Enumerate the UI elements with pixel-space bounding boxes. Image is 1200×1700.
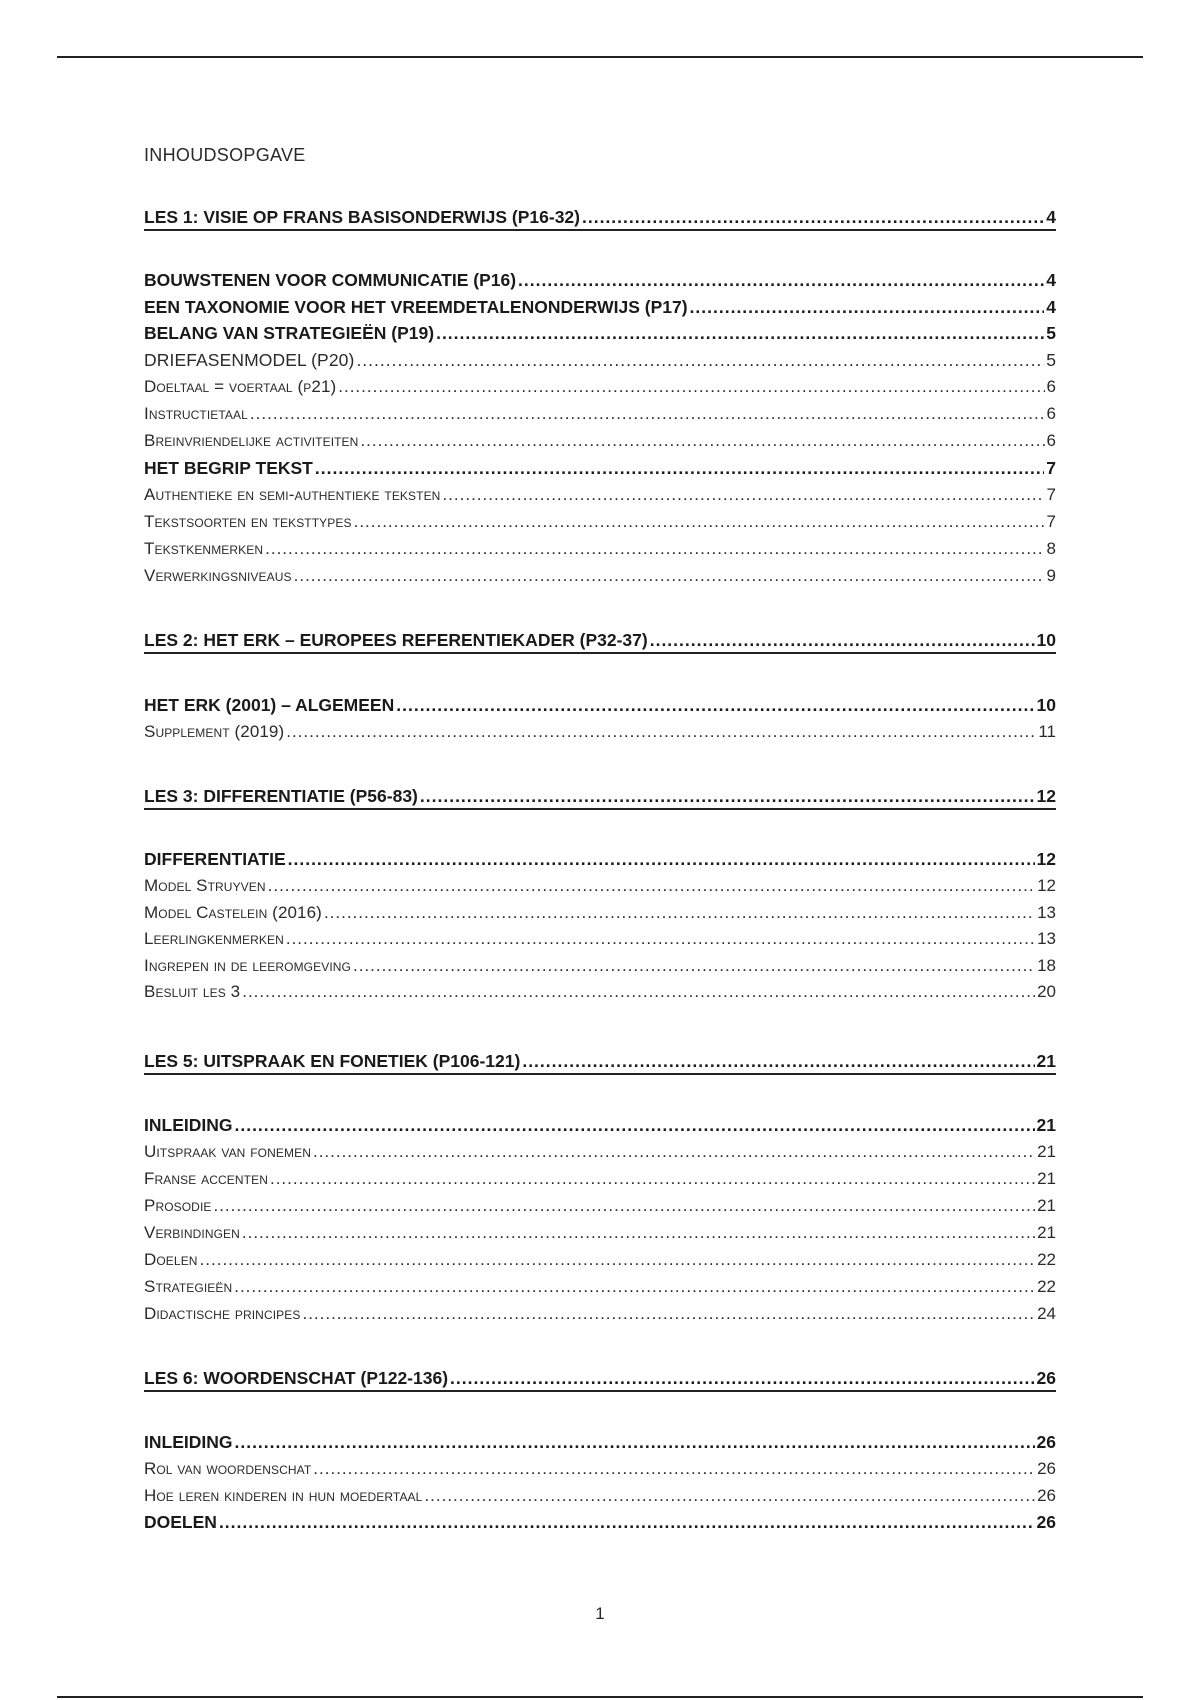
toc-entry-page: 10 — [1036, 630, 1056, 650]
toc-entry-label: Rol van woordenschat — [144, 1459, 312, 1478]
toc-entry-page: 9 — [1046, 566, 1056, 585]
leader-dots — [213, 1196, 1035, 1216]
toc-entry-page: 12 — [1037, 876, 1056, 895]
toc-entry-label: Verbindingen — [144, 1223, 240, 1242]
toc-entry-authentieke[interactable] — [144, 485, 1056, 505]
toc-entry-page: 12 — [1036, 786, 1056, 806]
toc-entry-instructietaal[interactable] — [144, 404, 1056, 424]
leader-dots — [288, 849, 1035, 870]
toc-entry-page: 13 — [1037, 903, 1056, 922]
leader-dots — [250, 404, 1045, 424]
toc-entry-inleiding-les6[interactable] — [144, 1432, 1056, 1453]
toc-entry-label: INLEIDING — [144, 1432, 233, 1452]
toc-entry-page: 24 — [1037, 1304, 1056, 1323]
toc-entry-label: Besluit les 3 — [144, 982, 241, 1001]
toc-entry-label: Tekstkenmerken — [144, 539, 264, 558]
toc-entry-strategieen-les5[interactable] — [144, 1277, 1056, 1297]
toc-entry-leerlingkenmerken[interactable] — [144, 929, 1056, 949]
toc-entry-page: 26 — [1036, 1512, 1056, 1532]
toc-entry-didactische-principes[interactable] — [144, 1304, 1056, 1324]
toc-entry-les3[interactable] — [144, 786, 1056, 810]
leader-dots — [396, 695, 1034, 716]
toc-entry-differentiatie[interactable] — [144, 849, 1056, 870]
toc-entry-label: HET BEGRIP TEKST — [144, 458, 313, 478]
leader-dots — [313, 1142, 1035, 1162]
toc-entry-les1[interactable] — [144, 207, 1056, 231]
header-rule — [57, 56, 1143, 58]
leader-dots — [518, 270, 1044, 291]
toc-entry-label: Didactische principes — [144, 1304, 301, 1323]
leader-dots — [265, 539, 1044, 559]
leader-dots — [313, 1459, 1035, 1479]
toc-entry-label: INLEIDING — [144, 1115, 233, 1135]
toc-entry-page: 21 — [1037, 1223, 1056, 1242]
toc-entry-page: 26 — [1037, 1459, 1056, 1478]
leader-dots — [522, 1051, 1034, 1072]
toc-entry-page: 5 — [1046, 350, 1056, 370]
leader-dots — [353, 956, 1035, 976]
leader-dots — [354, 512, 1045, 532]
toc-entry-page: 5 — [1046, 323, 1056, 343]
leader-dots — [234, 1277, 1035, 1297]
toc-entry-breinvriendelijk[interactable] — [144, 431, 1056, 451]
leader-dots — [650, 630, 1035, 651]
toc-entry-model-castelein[interactable] — [144, 903, 1056, 923]
toc-entry-page: 21 — [1036, 1051, 1056, 1071]
toc-entry-page: 8 — [1046, 539, 1056, 558]
toc-entry-besluit-les3[interactable] — [144, 982, 1056, 1002]
leader-dots — [242, 1223, 1035, 1243]
toc-entry-page: 6 — [1046, 404, 1056, 423]
leader-dots — [270, 1169, 1035, 1189]
toc-entry-page: 20 — [1037, 982, 1056, 1001]
toc-entry-page: 6 — [1046, 377, 1056, 396]
toc-entry-page: 10 — [1036, 695, 1056, 715]
toc-entry-page: 6 — [1046, 431, 1056, 450]
toc-entry-label: Leerlingkenmerken — [144, 929, 284, 948]
toc-entry-label: BELANG VAN STRATEGIEËN (P19) — [144, 323, 435, 343]
toc-entry-verwerkingsniveaus[interactable] — [144, 566, 1056, 586]
leader-dots — [286, 929, 1035, 949]
toc-entry-label: Model Struyven — [144, 876, 266, 895]
toc-entry-label: Franse accenten — [144, 1169, 268, 1188]
toc-entry-doelen-les5[interactable] — [144, 1250, 1056, 1270]
toc-entry-label: Breinvriendelijke activiteiten — [144, 431, 359, 450]
toc-entry-model-struyven[interactable] — [144, 876, 1056, 896]
toc-entry-page: 22 — [1037, 1250, 1056, 1269]
toc-entry-label: EEN TAXONOMIE VOOR HET VREEMDETALENONDERWIJS (P17) — [144, 297, 688, 317]
toc-title: INHOUDSOPGAVE — [144, 145, 306, 165]
toc-entry-label: Instructietaal — [144, 404, 248, 423]
toc-entry-hoe-leren-kinderen[interactable] — [144, 1486, 1056, 1506]
leader-dots — [420, 786, 1035, 807]
leader-dots — [302, 1304, 1035, 1324]
toc-entry-page: 21 — [1037, 1196, 1056, 1215]
toc-entry-tekstsoorten[interactable] — [144, 512, 1056, 532]
toc-entry-label: Hoe leren kinderen in hun moedertaal — [144, 1486, 423, 1505]
toc-entry-les6[interactable] — [144, 1368, 1056, 1392]
toc-entry-begrip-tekst[interactable] — [144, 458, 1056, 479]
toc-entry-label: Doeltaal = voertaal (p21) — [144, 377, 337, 396]
toc-entry-label: Uitspraak van fonemen — [144, 1142, 311, 1161]
toc-entry-les2[interactable] — [144, 630, 1056, 654]
toc-entry-label: Prosodie — [144, 1196, 212, 1215]
toc-entry-erk-algemeen[interactable] — [144, 695, 1056, 716]
leader-dots — [436, 323, 1044, 344]
toc-entry-page: 4 — [1046, 297, 1056, 317]
toc-entry-page: 26 — [1036, 1368, 1056, 1388]
leader-dots — [294, 566, 1045, 586]
leader-dots — [442, 485, 1044, 505]
toc-entry-page: 11 — [1038, 722, 1056, 741]
toc-entry-driefasenmodel[interactable] — [144, 350, 1056, 371]
toc-entry-bouwstenen[interactable] — [144, 270, 1056, 291]
toc-entry-verbindingen[interactable] — [144, 1223, 1056, 1243]
toc-entry-doelen-les6[interactable] — [144, 1512, 1056, 1533]
toc-entry-label: LES 6: WOORDENSCHAT (P122-136) — [144, 1368, 449, 1388]
toc-entry-prosodie[interactable] — [144, 1196, 1056, 1216]
toc-entry-uitspraak-fonemen[interactable] — [144, 1142, 1056, 1162]
toc-entry-label: Doelen — [144, 1250, 198, 1269]
leader-dots — [424, 1486, 1035, 1506]
toc-entry-label: LES 3: DIFFERENTIATIE (P56-83) — [144, 786, 418, 806]
leader-dots — [234, 1115, 1034, 1136]
toc-entry-page: 26 — [1037, 1486, 1056, 1505]
toc-entry-les5[interactable] — [144, 1051, 1056, 1075]
leader-dots — [268, 876, 1035, 896]
toc-entry-doeltaal[interactable] — [144, 377, 1056, 397]
toc-entry-franse-accenten[interactable] — [144, 1169, 1056, 1189]
toc-entry-label: Supplement (2019) — [144, 722, 285, 741]
leader-dots — [338, 377, 1044, 397]
toc-entry-label: DRIEFASENMODEL (P20) — [144, 350, 355, 370]
toc-entry-page: 21 — [1037, 1169, 1056, 1188]
toc-entry-page: 18 — [1037, 956, 1056, 975]
toc-entry-page: 13 — [1037, 929, 1056, 948]
toc-entry-inleiding-les5[interactable] — [144, 1115, 1056, 1136]
leader-dots — [286, 722, 1036, 742]
toc-entry-label: Verwerkingsniveaus — [144, 566, 292, 585]
leader-dots — [219, 1512, 1035, 1533]
toc-entry-supplement[interactable] — [144, 722, 1056, 742]
toc-entry-label: HET ERK (2001) – ALGEMEEN — [144, 695, 395, 715]
toc-entry-page: 7 — [1046, 485, 1056, 504]
toc-entry-strategieen[interactable] — [144, 323, 1056, 344]
toc-entry-page: 7 — [1046, 512, 1056, 531]
leader-dots — [450, 1368, 1034, 1389]
toc-entry-ingrepen[interactable] — [144, 956, 1056, 976]
toc-entry-label: Strategieën — [144, 1277, 233, 1296]
footer-rule — [57, 1696, 1143, 1698]
leader-dots — [582, 207, 1044, 228]
leader-dots — [324, 903, 1035, 923]
toc-entry-page: 22 — [1037, 1277, 1056, 1296]
toc-entry-label: BOUWSTENEN VOOR COMMUNICATIE (P16) — [144, 270, 517, 290]
leader-dots — [315, 458, 1044, 479]
toc-entry-label: Model Castelein (2016) — [144, 903, 322, 922]
leader-dots — [360, 431, 1044, 451]
toc-entry-label: DIFFERENTIATIE — [144, 849, 286, 869]
leader-dots — [242, 982, 1035, 1002]
toc-entry-label: Tekstsoorten en teksttypes — [144, 512, 352, 531]
toc-entry-rol-woordenschat[interactable] — [144, 1459, 1056, 1479]
toc-entry-page: 21 — [1037, 1142, 1056, 1161]
toc-entry-page: 7 — [1046, 458, 1056, 478]
toc-entry-page: 26 — [1036, 1432, 1056, 1452]
toc-entry-page: 12 — [1036, 849, 1056, 869]
toc-entry-page: 4 — [1046, 270, 1056, 290]
toc-entry-label: Ingrepen in de leeromgeving — [144, 956, 351, 975]
toc-entry-label: LES 1: VISIE OP FRANS BASISONDERWIJS (P16-32) — [144, 207, 580, 227]
toc-entry-tekstkenmerken[interactable] — [144, 539, 1056, 559]
toc-entry-page: 4 — [1046, 207, 1056, 227]
toc-entry-label: DOELEN — [144, 1512, 217, 1532]
toc-entry-taxonomie[interactable] — [144, 297, 1056, 318]
toc-entry-label: LES 2: HET ERK – EUROPEES REFERENTIEKADER (P32-37) — [144, 630, 648, 650]
leader-dots — [356, 350, 1044, 371]
toc-entry-label: Authentieke en semi-authentieke teksten — [144, 485, 441, 504]
toc-entry-page: 21 — [1036, 1115, 1056, 1135]
leader-dots — [200, 1250, 1036, 1270]
toc-entry-label: LES 5: UITSPRAAK EN FONETIEK (P106-121) — [144, 1051, 521, 1071]
leader-dots — [690, 297, 1045, 318]
leader-dots — [234, 1432, 1034, 1453]
page-number: 1 — [595, 1604, 605, 1623]
